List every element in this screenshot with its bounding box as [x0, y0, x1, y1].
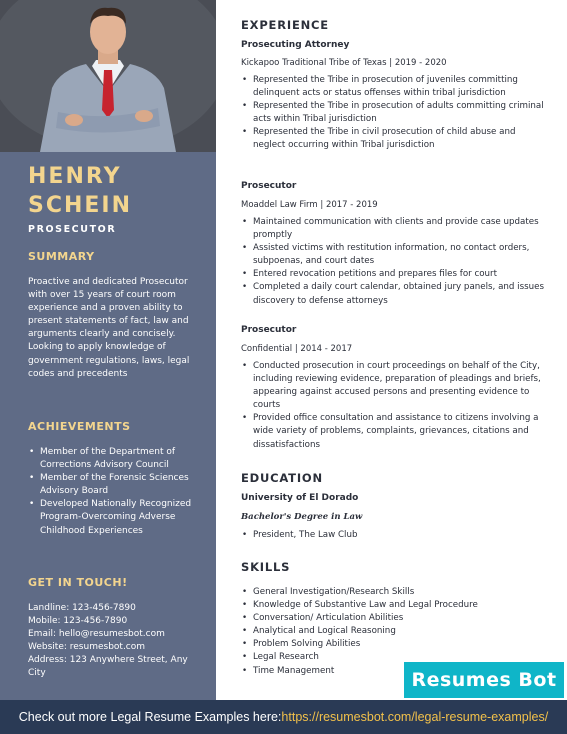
summary-heading: SUMMARY — [28, 250, 95, 263]
first-name: HENRY — [28, 164, 122, 189]
footer-link[interactable]: https://resumesbot.com/legal-resume-examples/ — [281, 710, 549, 724]
contact-heading: GET IN TOUCH! — [28, 576, 128, 589]
skill-item: • Knowledge of Substantive Law and Legal Procedure — [241, 599, 547, 612]
contact-website[interactable]: Website: resumesbot.com — [28, 642, 146, 653]
skills-heading: SKILLS — [241, 560, 291, 574]
education-heading: EDUCATION — [241, 471, 323, 485]
education-bullets — [241, 529, 547, 542]
contact-block — [28, 602, 208, 681]
job-meta: Moaddel Law Firm | 2017 - 2019 — [241, 200, 378, 210]
summary-text: Proactive and dedicated Prosecutor with over 15 years of court room experience and a proven ability to present statements of fact, law and arguments clearly and concisely. Looking to apply knowledge of government regulations, laws, legal codes and precedents — [28, 277, 190, 379]
school-name: University of El Dorado — [241, 493, 359, 503]
job-bullet: • Represented the Tribe in civil prosecution of child abuse and neglect occurring within Tribal jurisdiction — [241, 126, 547, 152]
achievement-item: • Developed Nationally Recognized Program-Overcoming Adverse Childhood Experiences — [28, 498, 208, 537]
job-bullets — [241, 360, 547, 452]
skill-item: • Time Management — [241, 665, 547, 678]
job-bullets — [241, 74, 547, 153]
achievements-heading: ACHIEVEMENTS — [28, 420, 131, 433]
job-bullet: • Entered revocation petitions and prepares files for court — [241, 268, 547, 281]
contact-address: Address: 123 Anywhere Street, Any City — [28, 655, 188, 679]
skill-item: • Legal Research — [241, 651, 547, 664]
job-meta: Kickapoo Traditional Tribe of Texas | 2019 - 2020 — [241, 58, 447, 68]
job-bullet: • Provided office consultation and assistance to citizens involving a wide variety of problems, complaints, grievances, citations and dissatisfactions — [241, 412, 547, 451]
job-bullets — [241, 216, 547, 308]
last-name: SCHEIN — [28, 193, 133, 218]
education-bullet: • President, The Law Club — [241, 529, 547, 542]
skill-item: • Problem Solving Abilities — [241, 638, 547, 651]
job-title: Prosecuting Attorney — [241, 40, 350, 50]
job-title: Prosecutor — [241, 181, 297, 191]
job-bullet: • Represented the Tribe in prosecution of adults committing criminal acts within Tribal jurisdiction — [241, 100, 547, 126]
job-bullet: • Conducted prosecution in court proceedings on behalf of the City, including reviewing evidence, preparation of pleadings and briefs, appearing against accused persons and presenting evidence to courts — [241, 360, 547, 412]
resumes-bot-logo[interactable]: Resumes Bot — [404, 662, 564, 698]
degree-name: Bachelor's Degree in Law — [241, 512, 363, 522]
profile-photo — [0, 0, 216, 152]
contact-mobile: Mobile: 123-456-7890 — [28, 616, 128, 627]
job-bullet: • Maintained communication with clients and provide case updates promptly — [241, 216, 547, 242]
footer-text: Check out more Legal Resume Examples here: — [18, 710, 282, 724]
job-bullet: • Completed a daily court calendar, obtained jury panels, and issues discovery to defense attorneys — [241, 281, 547, 307]
job-role: PROSECUTOR — [28, 224, 117, 235]
job-bullet: • Represented the Tribe in prosecution of juveniles committing delinquent acts or status offenses within tribal jurisdiction — [241, 74, 547, 100]
skill-item: • General Investigation/Research Skills — [241, 586, 547, 599]
candidate-name — [28, 162, 132, 220]
skill-item: • Analytical and Logical Reasoning — [241, 625, 547, 638]
job-bullet: • Assisted victims with restitution information, no contact orders, subpoenas, and court dates — [241, 242, 547, 268]
job-meta: Confidential | 2014 - 2017 — [241, 344, 353, 354]
footer-banner — [0, 700, 567, 734]
portrait-image — [0, 0, 216, 152]
job-title: Prosecutor — [241, 325, 297, 335]
achievement-item: • Member of the Department of Corrections Advisory Council — [28, 446, 208, 472]
experience-heading: EXPERIENCE — [241, 18, 329, 32]
achievement-item: • Member of the Forensic Sciences Advisory Board — [28, 472, 208, 498]
skill-item: • Conversation/ Articulation Abilities — [241, 612, 547, 625]
contact-email[interactable]: Email: hello@resumesbot.com — [28, 629, 165, 640]
achievements-list — [28, 446, 208, 538]
contact-landline: Landline: 123-456-7890 — [28, 603, 136, 613]
